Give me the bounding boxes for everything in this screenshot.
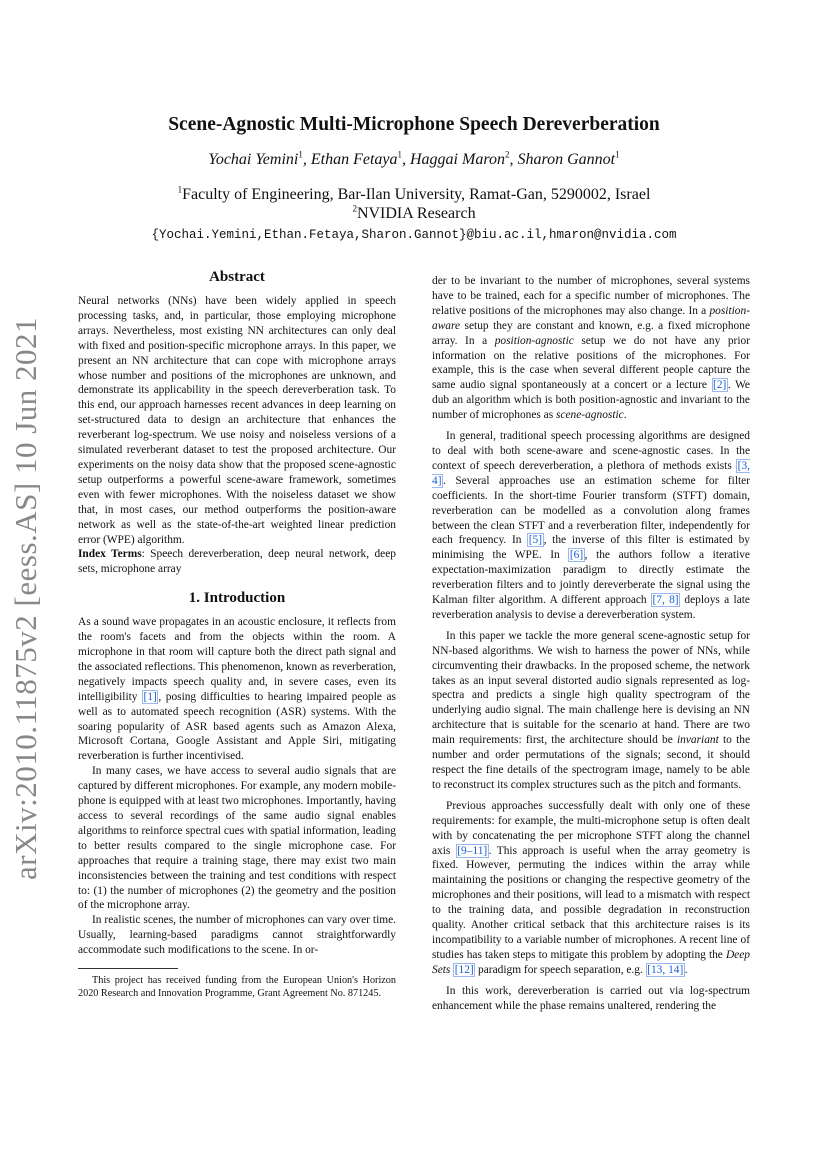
affiliation-number: 1 <box>177 184 183 195</box>
emphasis: invariant <box>677 734 719 747</box>
introduction-heading: 1. Introduction <box>188 590 286 607</box>
left-column <box>78 268 396 1001</box>
author-affiliation-mark: 2 <box>504 149 510 160</box>
text-run: . This approach is useful when the array geometry is fixed. However, permuting the indices within the array while maintaining the positions or changing the respective geometry of the microphones and their positions, will lead to a mismatch with respect to the training data, and possible degradation in reconstruction quality. Another critical setback that this architecture raises is its incompatibility to a variable number of microphones. A recent line of studies has taken steps to mitigate this problem by adopting the <box>432 844 751 961</box>
citation-link[interactable]: [6] <box>569 549 584 562</box>
affiliation-text: Faculty of Engineering, Bar-Ilan University, Ramat-Gan, 5290002, Israel <box>182 186 651 203</box>
author-name: Haggai Maron <box>409 151 505 168</box>
text-run: setup they are constant and known, e.g. a fixed microphone array. In a <box>432 319 750 347</box>
intro-paragraph-4 <box>432 429 750 623</box>
text-run: setup we do not have any prior information on the relative positions of the microphones. For example, this is the case when several different people capture the same audio signal spontaneously at a concert or a lecture <box>432 334 751 392</box>
author-affiliation-mark: 1 <box>615 149 620 160</box>
citation-link[interactable]: [2] <box>713 379 727 392</box>
emphasis: position-agnostic <box>494 334 574 347</box>
intro-paragraph-6 <box>432 799 750 978</box>
arxiv-stamp <box>8 120 48 880</box>
emphasis: Deep Sets <box>432 948 750 976</box>
text-run: , posing difficulties to hearing impaired people as well as to automated speech recognition (ASR) systems. With the soaring popularity of ASR based agents such as Amazon Alexa, Microsoft Cortana, Google Assistant and Apple Siri, mitigating reverberation is further incentivised. <box>78 690 396 763</box>
text-run: to the number and order permutations of the signals; second, it should respect the fine details of the spectrogram image, namely to be able to reconstruct its complex structures such as the pitch and formants. <box>432 734 750 791</box>
intro-paragraph-2: In many cases, we have access to several audio signals that are captured by different microphones. For example, any modern mobile-phone is equipped with at least two microphones. Importantly, having access to several recordings of the same audio signal enables algorithms to reinforce spectral cues with spatial information, leading to better results compared to the single microphone case. For approaches that require a training stage, there may exist two main inconsistencies between the training and test conditions with respect to: (1) the number of microphones (2) the geometry and the position of the microphone array. <box>78 765 396 912</box>
emphasis: position-aware <box>432 304 750 332</box>
abstract-heading: Abstract <box>209 269 265 285</box>
author-name: Sharon Gannot <box>517 151 616 168</box>
text-run: der to be invariant to the number of microphones, several systems have to be trained, each for a specific number of microphones. The relative positions of the microphones may also change. In a <box>432 275 750 317</box>
author-list <box>78 151 750 169</box>
author-separator: , <box>509 151 518 168</box>
author-emails[interactable]: {Yochai.Yemini,Ethan.Fetaya,Sharon.Gannot}@biu.ac.il,hmaron@nvidia.com <box>151 228 677 242</box>
affiliation-text: NVIDIA Research <box>356 205 476 222</box>
citation-link[interactable]: [7, 8] <box>652 594 679 607</box>
footnote-divider <box>78 968 178 969</box>
text-run: In this paper we tackle the more general scene-agnostic setup for NN-based algorithms. We wish to harness the power of NNs, while circumventing their drawbacks. In the proposed scheme, the network takes as an input several distorted audio signals represented as log-spectra and predicts a single high quality spectrogram of the underlying audio signal. The main challenge here is devising an NN architecture that is suitable for the scenario at hand. There are two main requirements: first, the architecture should be <box>432 629 750 747</box>
affiliation-number: 2 <box>352 203 357 214</box>
author-affiliation-mark: 1 <box>298 149 303 160</box>
intro-paragraph-7: In this work, dereverberation is carried out via log-spectrum enhancement while the phase remains unaltered, rendering the <box>432 984 750 1012</box>
citation-link[interactable]: [1] <box>143 690 157 703</box>
text-run: . Several approaches use an estimation scheme for filter coefficients. In the short-time Fourier transform (STFT) domain, reverberation can be modelled as a convolution along frames between the clean STFT and a reverberation filter, independently for each frequency. In <box>432 474 750 547</box>
citation-link[interactable]: [12] <box>454 963 474 976</box>
right-column <box>432 274 750 1014</box>
text-run: Previous approaches successfully dealt with only one of these requirements: for example, the multi-microphone setup is often dealt with by concatenating the per microphone STFT along the channel axis <box>432 799 750 857</box>
index-terms-label: Index Terms <box>78 548 142 561</box>
intro-paragraph-3: In realistic scenes, the number of microphones can vary over time. Usually, learning-based paradigms cannot straightforwardly accommodate such modifications to the scene. In or- <box>78 914 396 957</box>
author-affiliation-mark: 1 <box>397 149 402 160</box>
author-name: Ethan Fetaya <box>310 151 398 168</box>
citation-link[interactable]: [5] <box>528 534 543 547</box>
text-run: deploys a late reverberation analysis to devise a dereverberation system. <box>432 594 750 621</box>
text-run: In general, traditional speech processing algorithms are designed to deal with both scene-aware and scene-agnostic cases. In the context of speech dereverberation, a plethora of methods exists <box>432 430 750 472</box>
text-run: . <box>623 409 627 422</box>
index-terms <box>78 547 396 577</box>
affiliation-1 <box>78 186 750 204</box>
text-run: . <box>684 963 688 976</box>
citation-link[interactable]: [9–11] <box>457 844 488 857</box>
affiliation-2 <box>78 205 750 223</box>
funding-footnote: This project has received funding from the European Union's Horizon 2020 Research and Innovation Programme, Grant Agreement No. 871245. <box>78 975 396 999</box>
abstract-text: Neural networks (NNs) have been widely applied in speech processing tasks, and, in particular, those employing microphone arrays. Nevertheless, most existing NN architectures can only deal with fixed and position-specific microphone arrays. In this paper, we present an NN architecture that can cope with microphone arrays whose number and positions of the microphones are unknown, and demonstrate its applicability in the speech dereverberation task. To this end, our approach harnesses recent advances in deep learning on set-structured data to design an architecture that enhances the reverberant log-spectrum. We use noisy and noiseless versions of a simulated reverberant dataset to test the proposed architecture. Our experiments on the noisy data show that the proposed scene-agnostic setup outperforms a powerful scene-aware framework, sometimes even with fewer microphones. With the noiseless dataset we show that, in most cases, our method outperforms the position-aware network as well as the state-of-the-art weighted linear prediction error (WPE) algorithm. <box>78 295 396 546</box>
citation-link[interactable]: [13, 14] <box>647 963 684 976</box>
text-run: paradigm for speech separation, e.g. <box>475 963 646 976</box>
intro-paragraph-3-continued <box>432 274 750 423</box>
arxiv-identifier[interactable]: arXiv:2010.11875v2 [eess.AS] 10 Jun 2021 <box>8 316 43 880</box>
text-run: , the inverse of this filter is estimated by minimising the WPE. In <box>432 534 750 562</box>
intro-paragraph-5 <box>432 629 750 793</box>
text-run: As a sound wave propagates in an acoustic enclosure, it reflects from the room's facets and from the objects within the room. A microphone in that room will capture both the direct path signal and the associated reflections. This phenomenon, known as reverberation, negatively impacts speech quality and, in severe cases, even its intelligibility <box>78 616 396 703</box>
paper-title: Scene-Agnostic Multi-Microphone Speech Dereverberation <box>168 114 660 135</box>
intro-paragraph-1 <box>78 615 396 764</box>
citation-link[interactable]: [3, 4] <box>432 459 750 487</box>
emphasis: scene-agnostic <box>556 409 624 422</box>
author-separator: , <box>401 151 410 168</box>
text-run: , the authors follow a iterative expectation-maximization paradigm to directly estimate the reverberation filters and to jointly dereverberate the signal using the Kalman filter algorithm. A different approach <box>432 549 750 607</box>
index-terms-list: : Speech dereverberation, deep neural network, deep sets, microphone array <box>78 548 396 576</box>
author-name: Yochai Yemini <box>208 151 299 168</box>
author-separator: , <box>302 151 311 168</box>
text-run: . We dub an algorithm which is both position-agnostic and invariant to the number of microphones as <box>432 379 750 422</box>
